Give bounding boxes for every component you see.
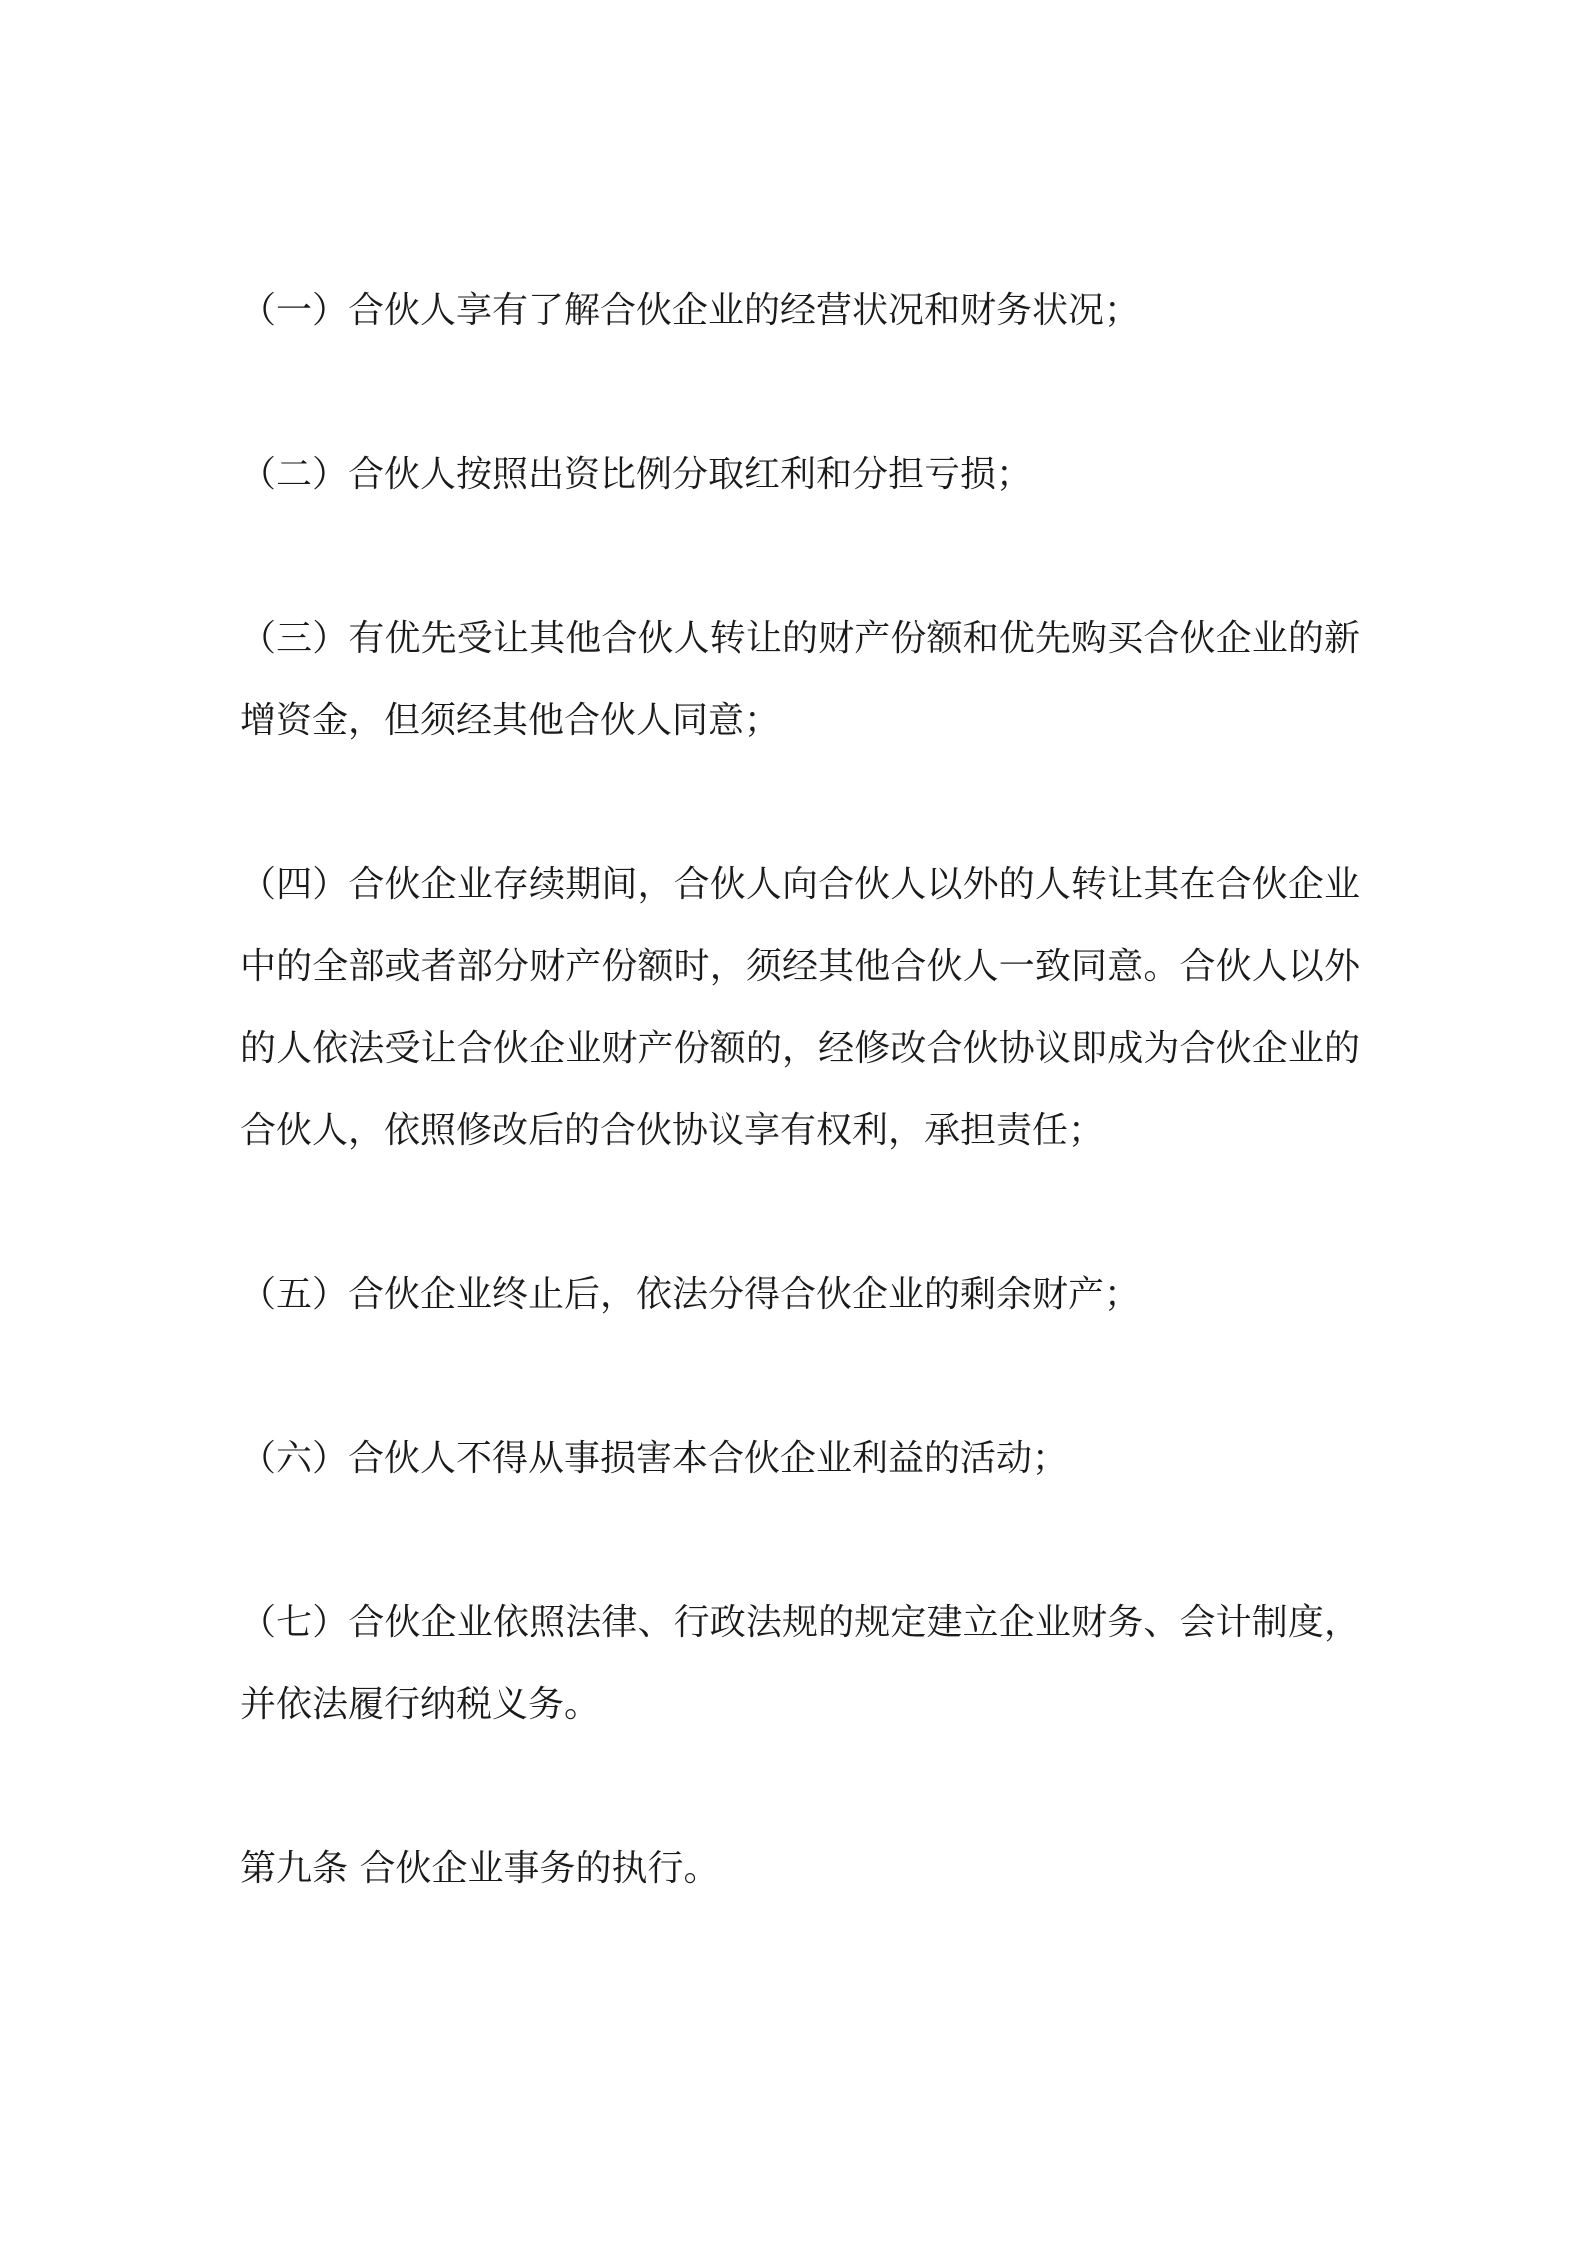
- clause-3: （三）有优先受让其他合伙人转让的财产份额和优先购买合伙企业的新增资金，但须经其他合伙人同意；: [240, 618, 1360, 741]
- clause-1: （一）合伙人享有了解合伙企业的经营状况和财务状况；: [240, 290, 1141, 331]
- clause-6: （六）合伙人不得从事损害本合伙企业利益的活动；: [240, 1438, 1069, 1479]
- article-heading: 第九条 合伙企业事务的执行。: [240, 1848, 720, 1889]
- clause-4: （四）合伙企业存续期间，合伙人向合伙人以外的人转让其在合伙企业中的全部或者部分财产份额时，须经其他合伙人一致同意。合伙人以外的人依法受让合伙企业财产份额的，经修改合伙协议即成为合伙企业的合伙人，依照修改后的合伙协议享有权利，承担责任；: [240, 864, 1360, 1151]
- document-body: [240, 270, 1360, 1910]
- clause-2: （二）合伙人按照出资比例分取红利和分担亏损；: [240, 454, 1033, 495]
- clause-7: （七）合伙企业依照法律、行政法规的规定建立企业财务、会计制度，并依法履行纳税义务。: [240, 1602, 1360, 1725]
- clause-5: （五）合伙企业终止后，依法分得合伙企业的剩余财产；: [240, 1274, 1141, 1315]
